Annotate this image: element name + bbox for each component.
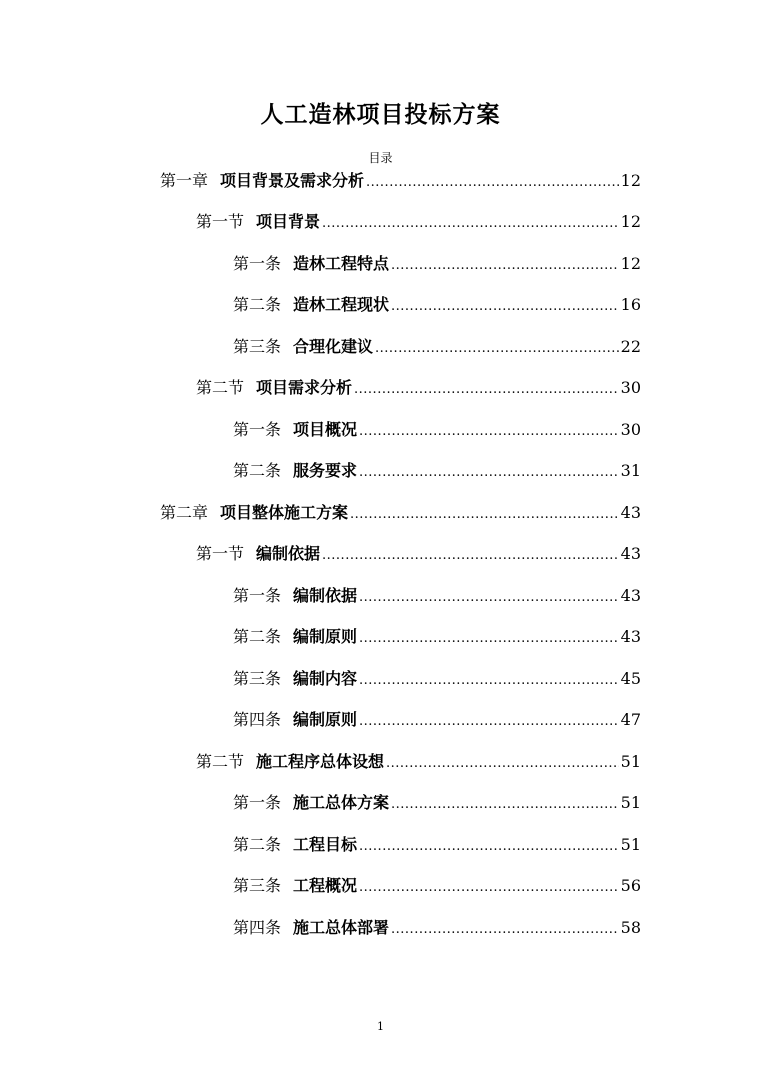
toc-article-2-1-4[interactable]	[233, 707, 641, 735]
entry-page-number: 30	[620, 420, 641, 439]
entry-page-number: 43	[620, 586, 641, 605]
page-number: 1	[377, 1020, 384, 1033]
dot-leader	[354, 382, 619, 397]
entry-number: 第一条	[233, 586, 282, 605]
entry-number: 第二条	[233, 295, 282, 314]
dot-leader	[359, 590, 619, 605]
entry-number: 第四条	[233, 710, 282, 729]
entry-page-number: 51	[620, 835, 641, 854]
entry-number: 第一条	[233, 420, 282, 439]
entry-page-number: 45	[620, 669, 641, 688]
toc-section-1-1[interactable]	[196, 209, 641, 237]
entry-page-number: 12	[620, 254, 641, 273]
dot-leader	[359, 839, 619, 854]
toc-article-1-2-2[interactable]	[233, 458, 641, 486]
dot-leader	[359, 465, 619, 480]
entry-number: 第三条	[233, 337, 282, 356]
entry-title: 编制原则	[293, 710, 358, 729]
toc-article-1-1-3[interactable]	[233, 334, 641, 362]
entry-number: 第二条	[233, 835, 282, 854]
toc-article-2-2-4[interactable]	[233, 915, 641, 943]
entry-title: 项目概况	[293, 420, 358, 439]
entry-number: 第二节	[196, 378, 245, 397]
dot-leader	[359, 714, 619, 729]
entry-title: 项目整体施工方案	[220, 503, 349, 522]
entry-page-number: 56	[620, 876, 641, 895]
entry-page-number: 31	[620, 461, 641, 480]
toc-section-2-1[interactable]	[196, 541, 641, 569]
document-title: 人工造林项目投标方案	[260, 101, 501, 128]
dot-leader	[359, 631, 619, 646]
toc-section-2-2[interactable]	[196, 749, 641, 777]
entry-number: 第二条	[233, 461, 282, 480]
entry-number: 第一条	[233, 793, 282, 812]
entry-title: 造林工程特点	[293, 254, 390, 273]
dot-leader	[391, 299, 619, 314]
toc-article-2-2-1[interactable]	[233, 790, 641, 818]
entry-page-number: 22	[620, 337, 641, 356]
dot-leader	[391, 797, 619, 812]
dot-leader	[359, 880, 619, 895]
entry-page-number: 12	[620, 212, 641, 231]
entry-title: 施工总体部署	[293, 918, 390, 937]
entry-number: 第一节	[196, 544, 245, 563]
entry-title: 编制依据	[256, 544, 321, 563]
dot-leader	[391, 922, 619, 937]
entry-page-number: 12	[620, 171, 641, 190]
entry-title: 编制内容	[293, 669, 358, 688]
entry-page-number: 43	[620, 544, 641, 563]
toc-article-2-1-1[interactable]	[233, 583, 641, 611]
entry-title: 项目背景	[256, 212, 321, 231]
entry-title: 施工程序总体设想	[256, 752, 385, 771]
entry-title: 合理化建议	[293, 337, 374, 356]
dot-leader	[359, 424, 619, 439]
entry-page-number: 47	[620, 710, 641, 729]
toc-article-2-2-3[interactable]	[233, 873, 641, 901]
dot-leader	[322, 216, 619, 231]
dot-leader	[350, 507, 619, 522]
toc-article-2-2-2[interactable]	[233, 832, 641, 860]
entry-number: 第一章	[160, 171, 209, 190]
entry-title: 造林工程现状	[293, 295, 390, 314]
entry-title: 编制依据	[293, 586, 358, 605]
entry-title: 服务要求	[293, 461, 358, 480]
entry-page-number: 43	[620, 627, 641, 646]
entry-number: 第一节	[196, 212, 245, 231]
entry-title: 项目需求分析	[256, 378, 353, 397]
entry-page-number: 16	[620, 295, 641, 314]
entry-number: 第四条	[233, 918, 282, 937]
dot-leader	[375, 341, 619, 356]
toc-article-2-1-2[interactable]	[233, 624, 641, 652]
dot-leader	[359, 673, 619, 688]
entry-title: 编制原则	[293, 627, 358, 646]
toc-article-2-1-3[interactable]	[233, 666, 641, 694]
entry-page-number: 51	[620, 752, 641, 771]
entry-page-number: 58	[620, 918, 641, 937]
entry-title: 工程概况	[293, 876, 358, 895]
toc-section-1-2[interactable]	[196, 375, 641, 403]
dot-leader	[391, 258, 619, 273]
entry-title: 项目背景及需求分析	[220, 171, 365, 190]
entry-number: 第三条	[233, 669, 282, 688]
toc-article-1-1-1[interactable]	[233, 251, 641, 279]
dot-leader	[386, 756, 619, 771]
entry-number: 第二章	[160, 503, 209, 522]
toc-article-1-1-2[interactable]	[233, 292, 641, 320]
entry-number: 第二节	[196, 752, 245, 771]
toc-chapter-1[interactable]	[160, 168, 641, 196]
entry-number: 第二条	[233, 627, 282, 646]
dot-leader	[366, 175, 619, 190]
entry-page-number: 43	[620, 503, 641, 522]
toc-article-1-2-1[interactable]	[233, 417, 641, 445]
entry-page-number: 51	[620, 793, 641, 812]
toc-chapter-2[interactable]	[160, 500, 641, 528]
entry-number: 第一条	[233, 254, 282, 273]
dot-leader	[322, 548, 619, 563]
entry-page-number: 30	[620, 378, 641, 397]
entry-number: 第三条	[233, 876, 282, 895]
entry-title: 施工总体方案	[293, 793, 390, 812]
toc-heading: 目录	[368, 151, 393, 165]
entry-title: 工程目标	[293, 835, 358, 854]
